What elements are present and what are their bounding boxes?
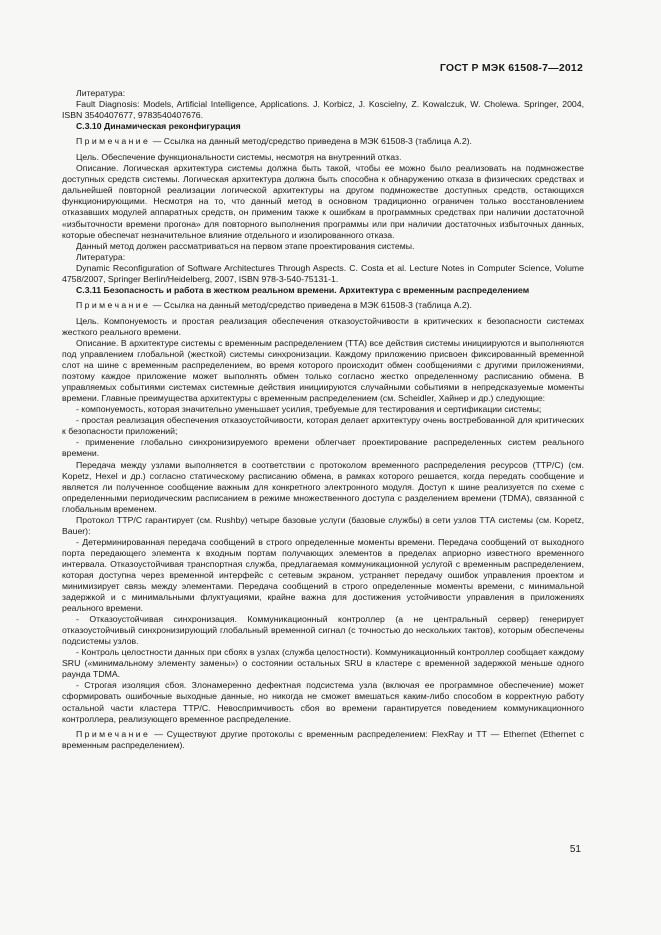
- note-text: — Существуют другие протоколы с временным распределением: FlexRay и TT — Ethernet (Ethernet с временным распределением).: [62, 728, 584, 750]
- list-item: - Отказоустойчивая синхронизация. Коммуникационный контроллер (а не центральный сервер) генерирует отказоустойчивый синхронизирующий глобальный временной сигнал (с точностью до нескольких тактов), которым обеспечены подсистемы узлов.: [62, 614, 584, 647]
- list-item: - Контроль целостности данных при сбоях в узлах (служба целостности). Коммуникационный контроллер сообщает каждому SRU («минимальному элементу замены») о состоянии остальных SRU в кластере с временной задержкой меньше одного раунда TDMA.: [62, 647, 584, 680]
- literature-label: Литература:: [76, 251, 126, 262]
- note-text: — Ссылка на данный метод/средство приведена в МЭК 61508-3 (таблица А.2).: [150, 299, 472, 310]
- note-label: Примечание: [76, 728, 151, 739]
- note-label: Примечание: [76, 299, 151, 310]
- paragraph: Данный метод должен рассматриваться на первом этапе проектирования системы.: [76, 240, 415, 251]
- paragraph: Передача между узлами выполняется в соответствии с протоколом временного распределения ресурсов (TTP/C) (см. Kopetz, Hexel и др.) согласно статическому расписанию обмена, в рамках которого решается, когда передать сообщение и является ли полученное сообщение важным для конкретного электронного модуля. Доступ к шине реализуется по схеме с определенными периодическим расписанием в режиме множественного доступа с разделением времени (TDMA), связанной с глобальным временем.: [62, 459, 584, 514]
- note-label: Примечание: [76, 136, 151, 147]
- list-item: - компонуемость, которая значительно уменьшает усилия, требуемые для тестирования и сертификации системы;: [76, 404, 542, 415]
- paragraph: Описание. В архитектуре системы с временным распределением (ТТА) все действия системы инициируются и выполняются под управлением глобальной (жесткой) системы синхронизации. Каждому приложению присвоен фиксированный временной слот на шине с временным распределением, во время которого происходит обмен сообщениями с другими приложениями, поэтому каждое приложение может выполнять обмен только согласно жестко определенному расписанию обмена. В управляемых событиями системах системные действия инициируются случайными событиями в непредсказуемые моменты времени. Главные преимущества архитектуры с временным распределением (см. Scheidler, Хайнер и др.) следующие:: [62, 337, 584, 404]
- note: [62, 136, 584, 147]
- note: [62, 729, 584, 751]
- reference: Fault Diagnosis: Models, Artificial Intelligence, Applications. J. Korbicz, J. Koscielny, Z. Kowalczuk, W. Cholewa. Springer, 2004, ISBN 3540407677, 9783540407676.: [62, 99, 584, 121]
- list-item: - Строгая изоляция сбоя. Злонамеренно дефектная подсистема узла (включая ее программное обеспечение) может сформировать ошибочные выходные данные, но никогда не сможет вмешаться каким-либо способом в корректную работу остальной части кластера TTP/C. Невоспримчивость сбоя во времени гарантируется поведением коммуникационного контроллера, реализующего временное распределение.: [62, 680, 584, 724]
- section-heading: C.3.10 Динамическая реконфигурация: [76, 121, 241, 132]
- page-header: ГОСТ Р МЭК 61508-7—2012: [439, 62, 583, 74]
- section-heading: C.3.11 Безопасность и работа в жестком реальном времени. Архитектура с временным распределением: [76, 284, 530, 295]
- page-number: 51: [569, 844, 581, 855]
- note-text: — Ссылка на данный метод/средство приведена в МЭК 61508-3 (таблица А.2).: [150, 136, 472, 147]
- list-item: - Детерминированная передача сообщений в строго определенные моменты времени. Передача сообщений от выходного порта передающего элемента к входным портам получающих элементов в пределах априорно известного временного интервала. Отказоустойчивая транспортная служба, предлагаемая коммуникационной услугой с временным распределением, которая доступна через временной интерфейс с сетевым экраном, устраняет передачу ошибок управления проектом и минимизирует связь между элементами. Передача сообщений в строго определенные моменты времени, с минимальной задержкой и с минимальными флуктуациями, крайне важна для достижения устойчивости управления в приложениях реального времени.: [62, 536, 584, 614]
- paragraph: Цель. Обеспечение функциональности системы, несмотря на внутренний отказ.: [76, 152, 402, 163]
- literature-label: Литература:: [76, 88, 126, 98]
- list-item: - применение глобально синхронизируемого времени облегчает проектирование распределенных систем реального времени.: [62, 437, 584, 459]
- paragraph: Протокол TTP/C гарантирует (см. Rushby) четыре базовые услуги (базовые службы) в сети узлов ТТА системы (см. Kopetz, Bauer):: [62, 514, 584, 536]
- note: [62, 300, 584, 311]
- list-item: - простая реализация обеспечения отказоустойчивости, которая делает архитектуру очень востребованной для критических к безопасности приложений;: [62, 415, 584, 437]
- paragraph: Цель. Компонуемость и простая реализация обеспечения отказоустойчивости в критических к безопасности системах жесткого реального времени.: [62, 315, 584, 337]
- paragraph: Описание. Логическая архитектура системы должна быть такой, чтобы ее можно было реализовать на подмножестве доступных средств системы. Логическая архитектура должна быть способна к обнаружению отказа в физических средствах и дальнейшей повторной реализации логической архитектуры на другом подмножестве доступных средств, остающихся функционирующими. Несмотря на то, что данный метод в основном традиционно ограничен только восстановлением отказавших модулей аппаратных средств, он применим также к ошибкам в программных средствах при наличии достаточной «избыточности времени прогона» для повторного выполнения программы или при наличии достаточных избыточных данных, которые обеспечат незначительное влияние отдельного и изолированного отказа.: [62, 163, 584, 240]
- reference: Dynamic Reconfiguration of Software Architectures Through Aspects. C. Costa et al. Lecture Notes in Computer Science, Volume 4758/2007, Springer Berlin/Heidelberg, 2007, ISBN 978-3-540-75131-1.: [62, 262, 584, 284]
- page-content: [62, 88, 584, 756]
